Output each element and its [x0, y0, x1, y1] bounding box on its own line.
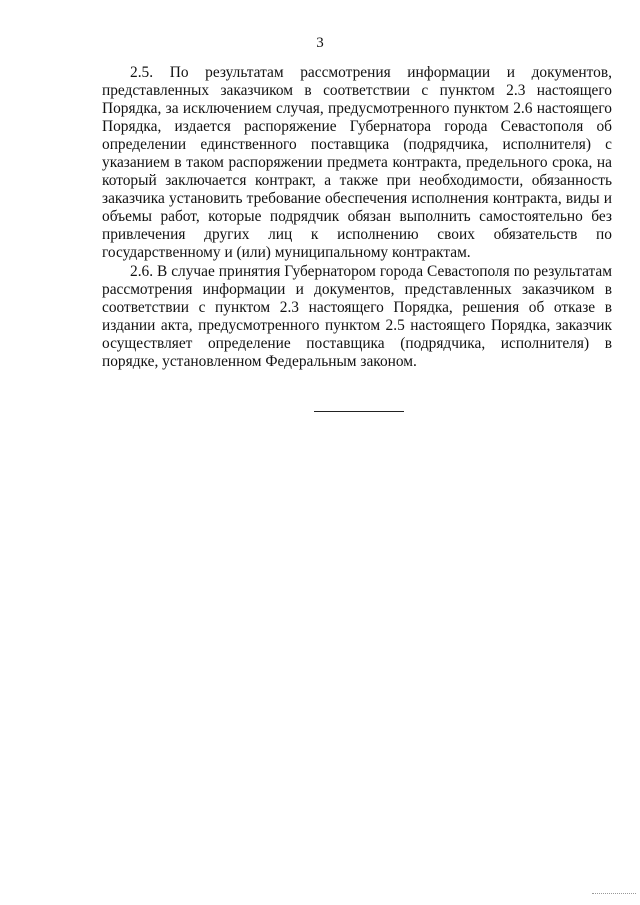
- paragraph-2-6: 2.6. В случае принятия Губернатором города Севастополя по результатам рассмотрения информации и документов, представленных заказчиком в соответствии с пунктом 2.3 настоящего Порядка, решения об отказе в издании акта, предусмотренного пунктом 2.5 настоящего Порядка, заказчик осуществляет определение поставщика (подрядчика, исполнителя) в порядке, установленном Федеральным законом.: [102, 262, 612, 370]
- end-of-text-divider: [314, 411, 404, 412]
- paragraph-2-5: 2.5. По результатам рассмотрения информации и документов, представленных заказчиком в соответствии с пунктом 2.3 настоящего Порядка, за исключением случая, предусмотренного пунктом 2.6 настоящего Порядка, издается распоряжение Губернатора города Севастополя об определении единственного поставщика (подрядчика, исполнителя) с указанием в таком распоряжении предмета контракта, предельного срока, на который заключается контракт, а также при необходимости, обязанность заказчика установить требование обеспечения исполнения контракта, виды и объемы работ, которые подрядчик обязан выполнить самостоятельно без привлечения других лиц к исполнению своих обязательств по государственному и (или) муниципальному контрактам.: [102, 64, 612, 262]
- scan-corner-mark: [592, 893, 636, 894]
- document-body: [102, 64, 612, 371]
- page-number: 3: [316, 35, 324, 51]
